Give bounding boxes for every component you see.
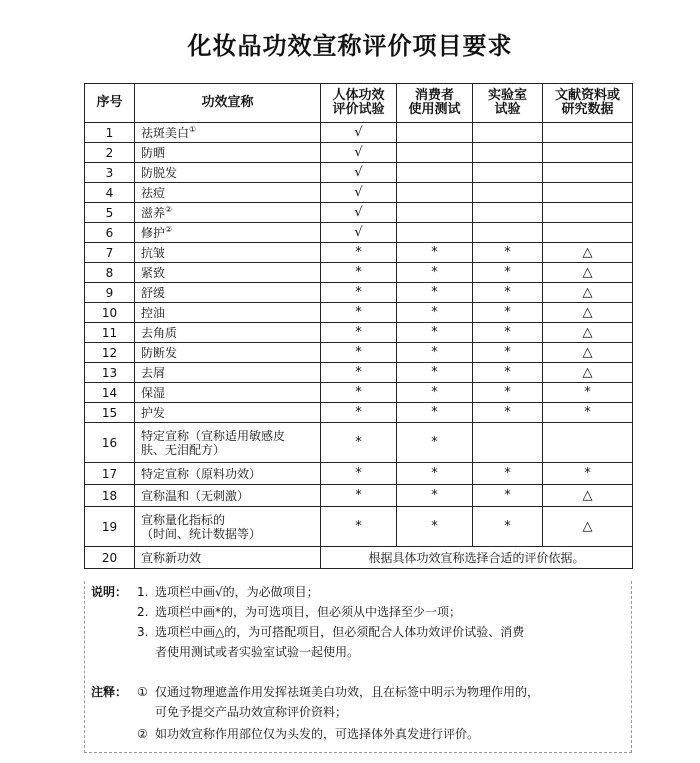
claim-cell: 特定宣称（原料功效） [135,463,321,485]
human-test-mark: * [321,363,397,383]
table-row [85,163,633,183]
consumer-test-mark: * [397,485,473,507]
human-test-mark: √ [321,163,397,183]
row-number: 10 [85,303,135,323]
row-number: 18 [85,485,135,507]
claim-cell [135,507,321,547]
claim-cell [135,243,321,263]
consumer-test-mark: * [397,283,473,303]
row-number: 14 [85,383,135,403]
row-number: 11 [85,323,135,343]
lab-test-mark: * [473,485,543,507]
lab-test-mark: * [473,463,543,485]
literature-mark: △ [543,303,633,323]
claim-cell [135,163,321,183]
literature-mark: △ [543,323,633,343]
lab-test-mark: * [473,507,543,547]
row-number: 15 [85,403,135,423]
claim-cell [135,123,321,143]
lab-test-mark [473,203,543,223]
claim-text: 去角质 [141,325,178,340]
human-test-mark: * [321,507,397,547]
row-number: 6 [85,223,135,243]
table-row [85,383,633,403]
claim-text: （时间、统计数据等） [141,526,262,541]
table-row [85,183,633,203]
claim-cell [135,383,321,403]
consumer-test-mark: * [397,383,473,403]
consumer-test-mark: * [397,507,473,547]
consumer-test-mark: * [397,323,473,343]
row-number: 4 [85,183,135,203]
explanation-label: 说明： [91,585,128,599]
lab-test-mark [473,223,543,243]
consumer-test-mark: * [397,343,473,363]
table-row [85,363,633,383]
claim-cell [135,203,321,223]
claim-text: 特定宣称（宣称适用敏感皮 [141,428,286,443]
claim-text: 修护 [141,225,166,240]
lab-test-mark: * [473,363,543,383]
lab-test-mark [473,143,543,163]
human-test-mark: √ [321,123,397,143]
lab-test-mark: * [473,343,543,363]
row-number: 3 [85,163,135,183]
claims-table [84,83,633,569]
table-row [85,203,633,223]
table-row [85,283,633,303]
row-number: 13 [85,363,135,383]
consumer-test-mark [397,123,473,143]
literature-mark: * [543,403,633,423]
claim-text: 滋养 [141,205,166,220]
literature-mark: △ [543,263,633,283]
consumer-test-mark: * [397,243,473,263]
lab-test-mark: * [473,403,543,423]
lab-test-mark: * [473,383,543,403]
literature-mark: △ [543,343,633,363]
header-consumer: 消费者 使用测试 [397,84,473,123]
claim-cell [135,303,321,323]
consumer-test-mark: * [397,423,473,463]
human-test-mark: * [321,343,397,363]
claim-cell [135,343,321,363]
row-number: 16 [85,423,135,463]
claim-text: 去屑 [141,365,166,380]
row-number: 20 [85,547,135,569]
claim-text: 祛斑美白 [141,125,190,140]
header-lab: 实验室 试验 [473,84,543,123]
table-row [85,303,633,323]
table-row [85,485,633,507]
consumer-test-mark [397,143,473,163]
lab-test-mark [473,123,543,143]
literature-mark [543,123,633,143]
human-test-mark: √ [321,183,397,203]
claim-cell [135,263,321,283]
claim-cell [135,283,321,303]
consumer-test-mark: * [397,363,473,383]
row-number: 5 [85,203,135,223]
lab-test-mark: * [473,303,543,323]
header-row [85,84,633,123]
consumer-test-mark: * [397,403,473,423]
claim-text: 控油 [141,305,166,320]
literature-mark: △ [543,485,633,507]
footnote-marker: ② [165,204,173,214]
row-number: 17 [85,463,135,485]
consumer-test-mark: * [397,463,473,485]
human-test-mark: * [321,263,397,283]
lab-test-mark [473,183,543,203]
claim-text: 防断发 [141,345,178,360]
table-row [85,403,633,423]
claim-text: 护发 [141,405,166,420]
literature-mark [543,183,633,203]
human-test-mark: * [321,383,397,403]
human-test-mark: * [321,485,397,507]
claim-text: 防脱发 [141,165,178,180]
literature-mark: △ [543,283,633,303]
claim-text: 防晒 [141,145,166,160]
annotation-label: 注释： [91,685,128,699]
table-row [85,343,633,363]
claim-cell [135,403,321,423]
header-claim: 功效宣称 [135,84,321,123]
claim-cell [135,223,321,243]
row-number: 1 [85,123,135,143]
claim-cell [135,423,321,463]
lab-test-mark [473,163,543,183]
consumer-test-mark [397,223,473,243]
consumer-test-mark: * [397,263,473,283]
human-test-mark: * [321,283,397,303]
literature-mark [543,143,633,163]
claim-cell [135,143,321,163]
literature-mark: △ [543,363,633,383]
row-number: 7 [85,243,135,263]
table-row [85,143,633,163]
footnote-marker: ① [189,124,197,134]
claim-text: 紧致 [141,265,166,280]
human-test-mark: * [321,243,397,263]
claim-cell [135,363,321,383]
literature-mark: * [543,463,633,485]
lab-test-mark: * [473,283,543,303]
literature-mark: △ [543,243,633,263]
consumer-test-mark [397,183,473,203]
table-row [85,507,633,547]
claim-text: 保湿 [141,385,166,400]
new-claim-note: 根据具体功效宣称选择合适的评价依据。 [321,547,633,569]
human-test-mark: √ [321,223,397,243]
lab-test-mark: * [473,263,543,283]
notes-box [84,581,632,753]
row-number: 9 [85,283,135,303]
human-test-mark: * [321,423,397,463]
table-row [85,423,633,463]
claim-cell: 宣称新功效 [135,547,321,569]
claim-text: 肤、无泪配方） [141,442,226,457]
table-row [85,463,633,485]
claim-text: 祛痘 [141,185,166,200]
table-row [85,547,633,569]
document-title: 化妆品功效宣称评价项目要求 [187,32,513,60]
explanation-block: 说明： 1. 选项栏中画√的，为必做项目； 2. 选项栏中画*的，为可选项目，但必须从中选择至少一项； 3. 选项栏中画△的，为可搭配项目，但必须配合人体功效评价试验、消费 者使用测试或者实验室试验一起使用。 [91,585,525,659]
table-row [85,223,633,243]
human-test-mark: √ [321,143,397,163]
human-test-mark: * [321,463,397,485]
human-test-mark: √ [321,203,397,223]
footnote-marker: ② [165,224,173,234]
consumer-test-mark [397,163,473,183]
literature-mark: * [543,383,633,403]
literature-mark [543,423,633,463]
claim-cell [135,183,321,203]
human-test-mark: * [321,303,397,323]
row-number: 19 [85,507,135,547]
header-literature: 文献资料或 研究数据 [543,84,633,123]
lab-test-mark [473,423,543,463]
row-number: 8 [85,263,135,283]
human-test-mark: * [321,403,397,423]
consumer-test-mark: * [397,303,473,323]
consumer-test-mark [397,203,473,223]
table-row [85,123,633,143]
literature-mark: △ [543,507,633,547]
table-row [85,263,633,283]
claim-text: 舒缓 [141,285,166,300]
lab-test-mark: * [473,323,543,343]
header-seq: 序号 [85,84,135,123]
row-number: 2 [85,143,135,163]
human-test-mark: * [321,323,397,343]
literature-mark [543,223,633,243]
claim-cell: 宣称温和（无刺激） [135,485,321,507]
row-number: 12 [85,343,135,363]
table-row [85,243,633,263]
literature-mark [543,203,633,223]
annotation-block: 注释： ① 仅通过物理遮盖作用发挥祛斑美白功效，且在标签中明示为物理作用的， 可免予提交产品功效宣称评价资料； ② 如功效宣称作用部位仅为头发的，可选择体外真发进行评价。 [91,685,540,741]
lab-test-mark: * [473,243,543,263]
claim-text: 宣称量化指标的 [141,512,226,527]
literature-mark [543,163,633,183]
claim-cell [135,323,321,343]
header-human: 人体功效 评价试验 [321,84,397,123]
claim-text: 抗皱 [141,245,166,260]
table-row [85,323,633,343]
